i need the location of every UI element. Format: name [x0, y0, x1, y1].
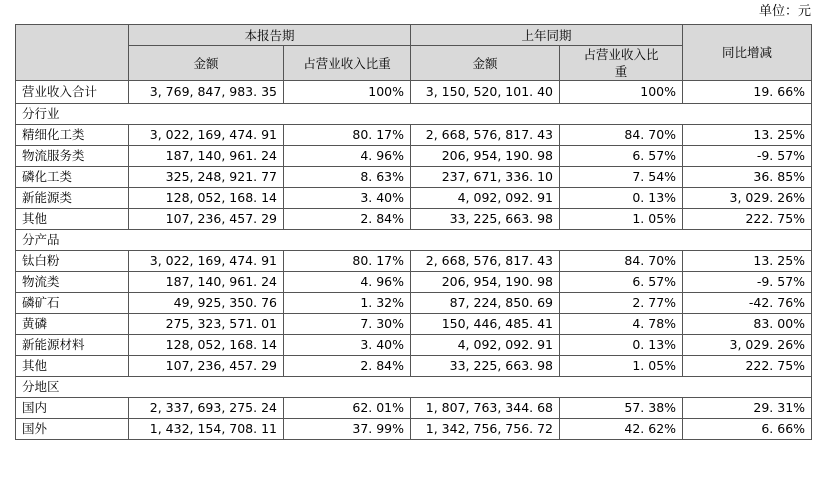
current-amount-header: 金额 — [129, 46, 284, 81]
current-share: 37. 99% — [284, 419, 411, 440]
current-share: 2. 84% — [284, 209, 411, 230]
current-share-header: 占营业收入比重 — [284, 46, 411, 81]
prior-share: 1. 05% — [560, 356, 683, 377]
prior-amount: 237, 671, 336. 10 — [411, 167, 560, 188]
row-label: 物流服务类 — [16, 146, 129, 167]
total-current-share: 100% — [284, 81, 411, 104]
table-row — [16, 167, 812, 188]
corner-header — [16, 25, 129, 81]
current-share: 3. 40% — [284, 188, 411, 209]
prior-share: 0. 13% — [560, 335, 683, 356]
row-label: 精细化工类 — [16, 125, 129, 146]
prior-amount: 2, 668, 576, 817. 43 — [411, 251, 560, 272]
yoy-change: 222. 75% — [683, 209, 812, 230]
yoy-change: -42. 76% — [683, 293, 812, 314]
current-amount: 49, 925, 350. 76 — [129, 293, 284, 314]
unit-label: 单位：元 — [758, 4, 811, 19]
table-row — [16, 398, 812, 419]
total-yoy-change: 19. 66% — [683, 81, 812, 104]
prior-amount: 87, 224, 850. 69 — [411, 293, 560, 314]
current-share: 1. 32% — [284, 293, 411, 314]
current-amount: 3, 022, 169, 474. 91 — [129, 251, 284, 272]
current-amount: 187, 140, 961. 24 — [129, 272, 284, 293]
prior-amount: 1, 807, 763, 344. 68 — [411, 398, 560, 419]
current-share: 62. 01% — [284, 398, 411, 419]
yoy-change: 36. 85% — [683, 167, 812, 188]
section-title: 分产品 — [16, 230, 812, 251]
prior-amount: 33, 225, 663. 98 — [411, 209, 560, 230]
row-label: 其他 — [16, 209, 129, 230]
table-row — [16, 356, 812, 377]
prior-amount: 206, 954, 190. 98 — [411, 272, 560, 293]
yoy-change: 222. 75% — [683, 356, 812, 377]
current-share: 7. 30% — [284, 314, 411, 335]
table-row — [16, 419, 812, 440]
current-amount: 128, 052, 168. 14 — [129, 188, 284, 209]
current-share: 8. 63% — [284, 167, 411, 188]
current-period-header: 本报告期 — [129, 25, 411, 46]
current-amount: 2, 337, 693, 275. 24 — [129, 398, 284, 419]
current-amount: 107, 236, 457. 29 — [129, 356, 284, 377]
table-row — [16, 272, 812, 293]
yoy-change-header: 同比增减 — [683, 25, 812, 81]
table-row — [16, 125, 812, 146]
current-share: 2. 84% — [284, 356, 411, 377]
total-row — [16, 81, 812, 104]
table-row — [16, 209, 812, 230]
yoy-change: 6. 66% — [683, 419, 812, 440]
prior-share: 84. 70% — [560, 125, 683, 146]
total-current-amount: 3, 769, 847, 983. 35 — [129, 81, 284, 104]
prior-share: 1. 05% — [560, 209, 683, 230]
yoy-change: -9. 57% — [683, 272, 812, 293]
row-label: 新能源类 — [16, 188, 129, 209]
section-title: 分地区 — [16, 377, 812, 398]
current-amount: 275, 323, 571. 01 — [129, 314, 284, 335]
table-row — [16, 293, 812, 314]
prior-amount: 33, 225, 663. 98 — [411, 356, 560, 377]
current-amount: 325, 248, 921. 77 — [129, 167, 284, 188]
table-row — [16, 188, 812, 209]
row-label: 物流类 — [16, 272, 129, 293]
yoy-change: 29. 31% — [683, 398, 812, 419]
yoy-change: 3, 029. 26% — [683, 188, 812, 209]
total-label: 营业收入合计 — [16, 81, 129, 104]
prior-share: 6. 57% — [560, 272, 683, 293]
section-title: 分行业 — [16, 104, 812, 125]
prior-share: 42. 62% — [560, 419, 683, 440]
prior-amount: 1, 342, 756, 756. 72 — [411, 419, 560, 440]
prior-amount: 206, 954, 190. 98 — [411, 146, 560, 167]
revenue-breakdown-table — [15, 24, 812, 440]
prior-share: 84. 70% — [560, 251, 683, 272]
current-amount: 3, 022, 169, 474. 91 — [129, 125, 284, 146]
current-share: 4. 96% — [284, 272, 411, 293]
row-label: 磷化工类 — [16, 167, 129, 188]
section-header-row — [16, 104, 812, 125]
table-row — [16, 314, 812, 335]
current-share: 3. 40% — [284, 335, 411, 356]
row-label: 国外 — [16, 419, 129, 440]
prior-share: 0. 13% — [560, 188, 683, 209]
yoy-change: 3, 029. 26% — [683, 335, 812, 356]
prior-amount-header: 金额 — [411, 46, 560, 81]
current-share: 4. 96% — [284, 146, 411, 167]
prior-share: 4. 78% — [560, 314, 683, 335]
table-row — [16, 335, 812, 356]
current-share: 80. 17% — [284, 251, 411, 272]
row-label: 黄磷 — [16, 314, 129, 335]
section-header-row — [16, 377, 812, 398]
table-body — [16, 81, 812, 440]
current-amount: 1, 432, 154, 708. 11 — [129, 419, 284, 440]
prior-share: 2. 77% — [560, 293, 683, 314]
current-amount: 187, 140, 961. 24 — [129, 146, 284, 167]
yoy-change: -9. 57% — [683, 146, 812, 167]
total-prior-amount: 3, 150, 520, 101. 40 — [411, 81, 560, 104]
prior-share: 7. 54% — [560, 167, 683, 188]
table-row — [16, 146, 812, 167]
prior-share: 6. 57% — [560, 146, 683, 167]
row-label: 新能源材料 — [16, 335, 129, 356]
total-prior-share: 100% — [560, 81, 683, 104]
current-amount: 128, 052, 168. 14 — [129, 335, 284, 356]
prior-amount: 4, 092, 092. 91 — [411, 335, 560, 356]
yoy-change: 83. 00% — [683, 314, 812, 335]
table-row — [16, 251, 812, 272]
row-label: 国内 — [16, 398, 129, 419]
yoy-change: 13. 25% — [683, 251, 812, 272]
prior-amount: 150, 446, 485. 41 — [411, 314, 560, 335]
prior-share: 57. 38% — [560, 398, 683, 419]
row-label: 磷矿石 — [16, 293, 129, 314]
row-label: 钛白粉 — [16, 251, 129, 272]
row-label: 其他 — [16, 356, 129, 377]
current-amount: 107, 236, 457. 29 — [129, 209, 284, 230]
yoy-change: 13. 25% — [683, 125, 812, 146]
prior-period-header: 上年同期 — [411, 25, 683, 46]
prior-amount: 2, 668, 576, 817. 43 — [411, 125, 560, 146]
section-header-row — [16, 230, 812, 251]
prior-share-header: 占营业收入比重 — [560, 46, 683, 81]
current-share: 80. 17% — [284, 125, 411, 146]
prior-amount: 4, 092, 092. 91 — [411, 188, 560, 209]
header-row-top — [16, 25, 812, 46]
